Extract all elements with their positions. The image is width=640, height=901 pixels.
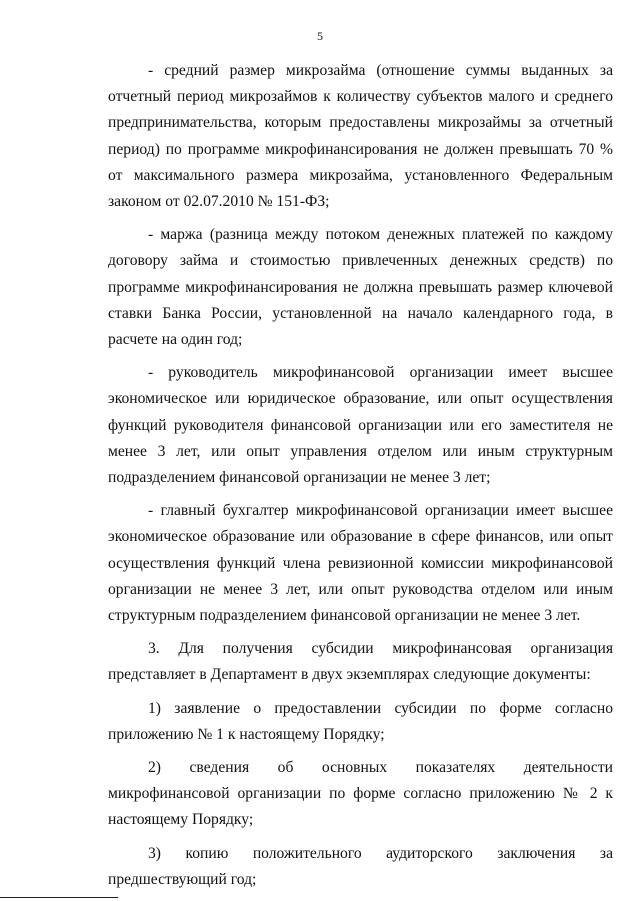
paragraph-audit-report: 3) копию положительного аудиторского заключения за предшествующий год; xyxy=(108,844,613,888)
paragraph-performance-indicators: 2) сведения об основных показателях деятельности микрофинансовой организации по форме согласно приложению № 2 к настоящему Порядку; xyxy=(108,759,613,829)
paragraph-margin: - маржа (разница между потоком денежных платежей по каждому договору займа и стоимостью привлеченных денежных средств) по программе микрофинансирования не должна превышать размер ключевой ставки Банка России, установленной на начало календарного года, в расчете на один год; xyxy=(108,226,613,349)
paragraph-documents-intro: 3. Для получения субсидии микрофинансовая организация представляет в Департамент в двух экземплярах следующие документы: xyxy=(108,640,613,684)
paragraph-application: 1) заявление о предоставлении субсидии по форме согласно приложению № 1 к настоящему Порядку; xyxy=(108,699,613,743)
paragraph-chief-accountant-requirements: - главный бухгалтер микрофинансовой организации имеет высшее экономическое образование или образование в сфере финансов, или опыт осуществления функций члена ревизионной комиссии микрофинансовой организации не менее 3 лет, или опыт руководства отделом или иным структурным подразделением финансовой организации не менее 3 лет. xyxy=(108,502,613,625)
document-body xyxy=(108,58,613,900)
paragraph-average-microloan-size: - средний размер микрозайма (отношение суммы выданных за отчетный период микрозаймов к количеству субъектов малого и среднего предпринимательства, которым предоставлены микрозаймы за отчетный период) по программе микрофинансирования не должен превышать 70 % от максимального размера микрозайма, установленного Федеральным законом от 02.07.2010 № 151-ФЗ; xyxy=(108,62,613,211)
paragraph-head-requirements: - руководитель микрофинансовой организации имеет высшее экономическое или юридическое образование, или опыт осуществления функций руководителя финансовой организации или его заместителя не менее 3 лет, или опыт управления отделом или иным структурным подразделением финансовой организации не менее 3 лет; xyxy=(108,364,613,487)
page-number: 5 xyxy=(317,29,323,43)
footer-divider xyxy=(0,897,118,898)
